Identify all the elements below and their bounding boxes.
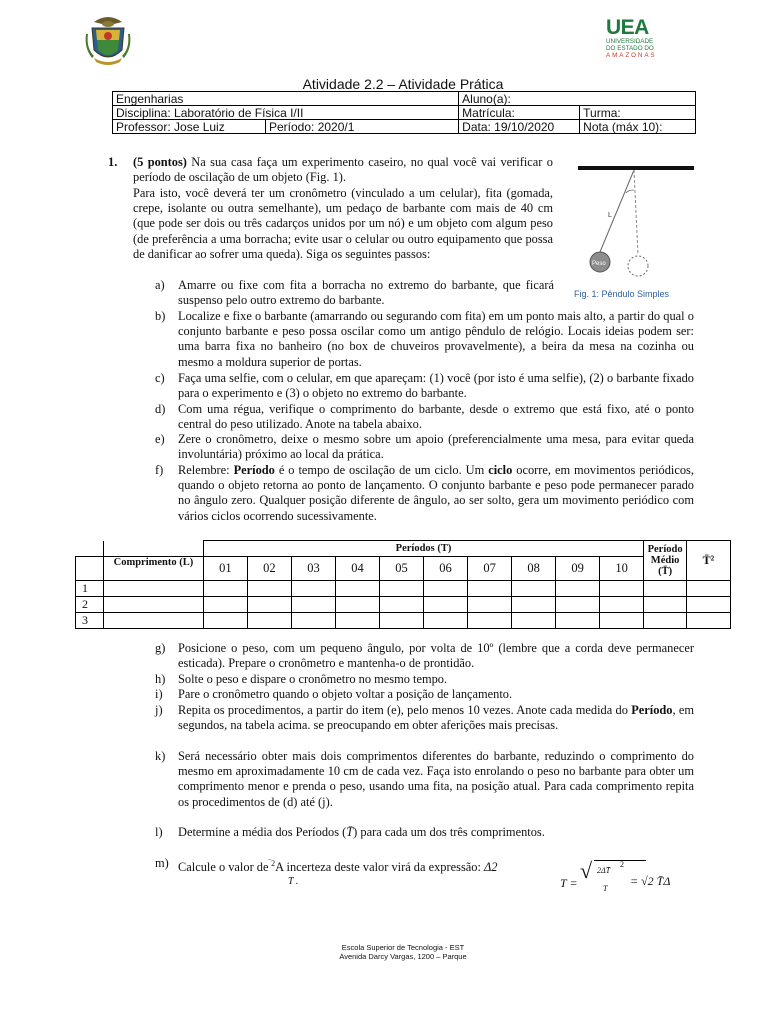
- footer: [0, 943, 768, 961]
- table-cell: [335, 581, 379, 597]
- step-label: e): [155, 432, 165, 446]
- table-cell: [335, 597, 379, 613]
- step-f-mid: é o tempo de oscilação de um ciclo. Um: [274, 463, 489, 477]
- table-cell: [104, 581, 204, 597]
- formula-sqrt-icon: √: [580, 858, 593, 883]
- period-column-header: 02: [247, 557, 291, 581]
- period-column-header: 07: [468, 557, 512, 581]
- step-text: Será necessário obter mais dois comprimentos diferentes do barbante, reduzindo o comprimento do mesmo em aproximadamente 10 cm de cada vez. Faça isto enrolando o peso no barbante para obter um comprimento menor e prenda o peso, usando uma fita, na posição atual. Para cada comprimento repita os procedimentos de (d) até (j).: [178, 749, 694, 809]
- step-text: [178, 856, 558, 875]
- step-l-symbol: T̄: [346, 825, 354, 839]
- footer-line2: Avenida Darcy Vargas, 1200 – Parque: [339, 952, 467, 961]
- pendulum-length-label: L: [608, 212, 612, 219]
- question-intro-text: Na sua casa faça um experimento caseiro, no qual você vai verificar o período de oscilação de um objeto (Fig. 1).: [133, 155, 553, 185]
- medio-line1: Período: [647, 544, 683, 555]
- step-label: f): [155, 463, 164, 477]
- question-points: (5 pontos): [133, 155, 187, 169]
- table-cell: [203, 613, 247, 629]
- step-text: Solte o peso e dispare o cronômetro no mesmo tempo.: [178, 672, 448, 686]
- step-label: g): [155, 641, 166, 655]
- table-cell: [380, 597, 424, 613]
- step-text: [178, 703, 694, 733]
- step-label: c): [155, 371, 165, 385]
- info-periodo: Período: 2020/1: [266, 120, 459, 134]
- table-cell: [556, 613, 600, 629]
- step-m-sup: ‾2: [268, 859, 276, 868]
- period-column-header: 01: [203, 557, 247, 581]
- step-text: Posicione o peso, com um pequeno ângulo, por volta de 10º (lembre que a corda deve permanecer esticada). Prepare o cronômetro e mantenha-o de prontidão.: [178, 641, 694, 671]
- step-label: l): [155, 825, 163, 839]
- period-column-header: 08: [512, 557, 556, 581]
- step-label: a): [155, 278, 165, 292]
- row-number: 1: [76, 581, 104, 597]
- step-f-bold-ciclo: ciclo: [488, 463, 513, 477]
- step-f-bold-periodo: Período: [233, 463, 275, 477]
- table-cell: [424, 597, 468, 613]
- table-cell: [600, 581, 644, 597]
- step-f-rest: ocorre, em movimentos periódicos, quando o objeto retorna ao ponto de lançamento. O conjunto barbante e peso pode permanecer parado no ângulo zero. Qualquer posição diferente de ângulo, ao ser solto, gera um movimento periódico com vários ciclos ocorrendo sucessivamente.: [178, 463, 694, 523]
- table-row: [76, 597, 731, 613]
- period-column-header: 10: [600, 557, 644, 581]
- amazonas-crest-logo: [84, 14, 132, 66]
- table-row: [76, 581, 731, 597]
- step-m-pre: Calcule o valor de: [178, 860, 269, 875]
- period-column-header: 05: [380, 557, 424, 581]
- step-text: [178, 825, 694, 840]
- step-label: d): [155, 402, 166, 416]
- periodo-medio-header: [644, 541, 687, 581]
- table-cell: [424, 581, 468, 597]
- formula-numerator: 2ΔT̄: [597, 866, 611, 875]
- table-cell: [203, 597, 247, 613]
- info-engenharias: Engenharias: [113, 92, 459, 106]
- step-j-pre: Repita os procedimentos, a partir do item (e), pelo menos 10 vezes. Anote cada medida do: [178, 703, 632, 717]
- table-cell: [644, 581, 687, 597]
- step-m-rest: A incerteza deste valor virá da expressão:: [275, 860, 484, 875]
- step-text: Localize e fixe o barbante (amarrando ou segurando com fita) em um ponto mais alto, a partir do qual o conjunto barbante e peso possa oscilar como um antigo pêndulo de relógio. Locais ideias podem ser: uma barra fixa no banheiro (no box de chuveiros provavelmente), a beira da mesa na cozinha ou mesmo a moldura superior de portas.: [178, 309, 694, 369]
- table-cell: [512, 597, 556, 613]
- table-cell: [104, 613, 204, 629]
- step-label: k): [155, 749, 166, 763]
- uea-logo: [606, 18, 672, 60]
- table-cell: [380, 613, 424, 629]
- question-number: 1.: [108, 155, 118, 169]
- table-cell: [600, 613, 644, 629]
- step-label: h): [155, 672, 166, 686]
- uea-logo-line2: DO ESTADO DO: [606, 45, 654, 52]
- medio-line2: Médio: [650, 555, 680, 566]
- step-m-t: T .: [288, 876, 299, 887]
- formula-exponent: 2: [620, 860, 624, 869]
- table-cell: [556, 581, 600, 597]
- question-intro: [133, 155, 553, 185]
- info-matricula: Matrícula:: [459, 106, 580, 120]
- period-column-header: 03: [291, 557, 335, 581]
- table-cell: [247, 581, 291, 597]
- table-blank: [104, 541, 204, 557]
- t-squared-header: T̄²: [686, 541, 730, 581]
- figure-caption: Fig. 1: Pêndulo Simples: [574, 289, 670, 299]
- period-column-header: 06: [424, 557, 468, 581]
- step-f-pre: Relembre:: [178, 463, 234, 477]
- info-professor: Professor: Jose Luiz: [113, 120, 266, 134]
- table-cell: [686, 581, 730, 597]
- periodos-header: Períodos (T): [203, 541, 643, 557]
- uea-logo-text: UEA: [606, 16, 649, 39]
- medio-line3: (T̄): [658, 566, 673, 577]
- info-turma: Turma:: [580, 106, 696, 120]
- step-text: Zere o cronômetro, deixe o mesmo sobre um apoio (preferencialmente uma mesa, para evitar queda involuntária) próximo ao local da prática.: [178, 432, 694, 462]
- table-cell: [644, 597, 687, 613]
- table-cell: [335, 613, 379, 629]
- period-column-header: 09: [556, 557, 600, 581]
- table-cell: [468, 613, 512, 629]
- pendulum-mass-label: Peso: [592, 261, 606, 267]
- uea-logo-line1: UNIVERSIDADE: [606, 38, 654, 45]
- step-label: j): [155, 703, 163, 717]
- step-m-delta: Δ2: [484, 860, 498, 875]
- step-label: m): [155, 856, 169, 870]
- step-text: Com uma régua, verifique o comprimento do barbante, desde o extremo que está fixo, até o ponto central do peso utilizado. Anote na tabela abaixo.: [178, 402, 694, 432]
- formula-denominator: T: [603, 884, 608, 893]
- periods-table: [75, 540, 731, 629]
- table-cell: [468, 581, 512, 597]
- formula-lhs: T =: [560, 876, 578, 890]
- step-text: [178, 463, 694, 524]
- info-data: Data: 19/10/2020: [459, 120, 580, 134]
- table-cell: [600, 597, 644, 613]
- period-column-header: 04: [335, 557, 379, 581]
- table-cell: [203, 581, 247, 597]
- step-text: Faça uma selfie, com o celular, em que apareçam: (1) você (por isto é uma selfie), (2) o barbante fixado para o experimento e (3) o objeto no extremo do barbante.: [178, 371, 694, 401]
- table-cell: [686, 597, 730, 613]
- table-cell: [468, 597, 512, 613]
- table-cell: [686, 613, 730, 629]
- info-table: [112, 91, 696, 134]
- table-cell: [247, 597, 291, 613]
- table-blank: [76, 557, 104, 581]
- footer-line1: Escola Superior de Tecnologia - EST: [341, 943, 465, 952]
- step-text: Pare o cronômetro quando o objeto voltar a posição de lançamento.: [178, 687, 513, 701]
- step-l-rest: ) para cada um dos três comprimentos.: [353, 825, 545, 839]
- table-corner: [76, 541, 104, 557]
- step-j-rest: , em segundos, na tabela acima. se preocupando em obter aferições mais precisas.: [178, 703, 694, 733]
- uea-logo-line3: AMAZONAS: [606, 52, 657, 59]
- table-cell: [556, 597, 600, 613]
- info-disciplina: Disciplina: Laboratório de Física I/II: [113, 106, 459, 120]
- table-cell: [291, 613, 335, 629]
- formula-rhs: = √2 T̄Δ: [630, 874, 671, 888]
- table-cell: [424, 613, 468, 629]
- table-cell: [247, 613, 291, 629]
- table-cell: [291, 597, 335, 613]
- table-cell: [644, 613, 687, 629]
- table-cell: [291, 581, 335, 597]
- info-nota: Nota (máx 10):: [580, 120, 696, 134]
- table-row: [76, 613, 731, 629]
- info-aluno: Aluno(a):: [459, 92, 696, 106]
- step-j-bold: Período: [631, 703, 673, 717]
- row-number: 3: [76, 613, 104, 629]
- question-materials: Para isto, você deverá ter um cronômetro (vinculado a um celular), fita (gomada, crepe, isolante ou outra semelhante), um pedaço de barbante com mais de 40 cm (que pode ser dois ou três cadarços unidos por um nó) e um objeto com algum peso (de preferência a uma borracha; evite usar o celular ou outro equipamento que possa de danificar ao sofrer uma queda). Siga os seguintes passos:: [133, 186, 553, 261]
- comprimento-header: Comprimento (L): [104, 557, 204, 581]
- step-label: i): [155, 687, 163, 701]
- table-cell: [512, 613, 556, 629]
- row-number: 2: [76, 597, 104, 613]
- step-label: b): [155, 309, 166, 323]
- table-cell: [512, 581, 556, 597]
- step-text: Amarre ou fixe com fita a borracha no extremo do barbante, que ficará suspenso pelo outro extremo do barbante.: [178, 278, 554, 308]
- pendulum-figure: [574, 160, 694, 285]
- table-cell: [104, 597, 204, 613]
- document-title: Atividade 2.2 – Atividade Prática: [302, 76, 504, 92]
- step-l-pre: Determine a média dos Períodos (: [178, 825, 347, 839]
- table-cell: [380, 581, 424, 597]
